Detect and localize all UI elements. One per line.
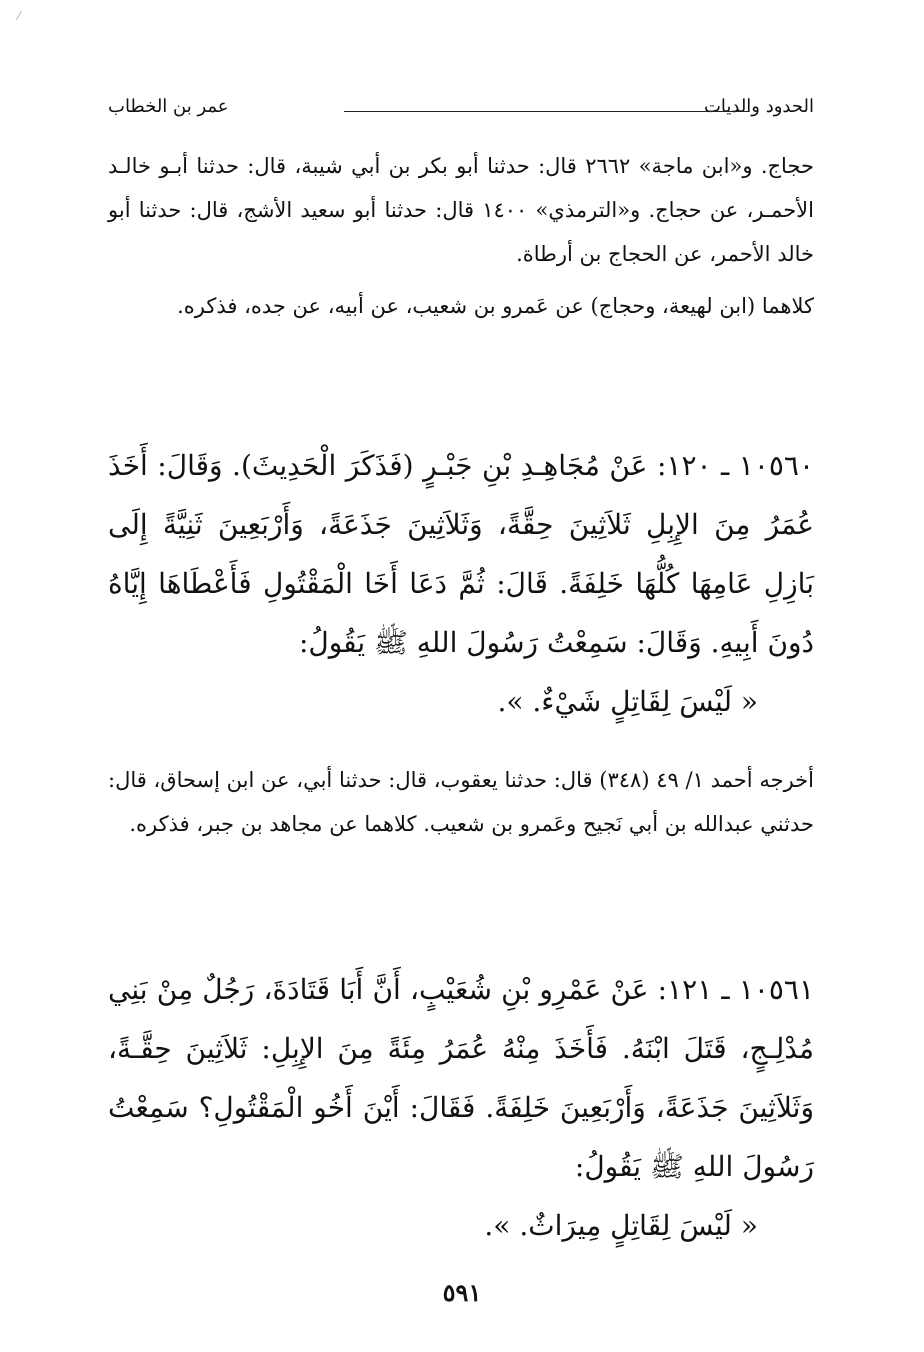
takhrij-continuation: حجاج. و«ابن ماجة» ٢٦٦٢ قال: حدثنا أبو بكر بن أبي شيبة، قال: حدثنا أبـو خالـد الأحمـر، عن حجاج. و«الترمذي» ١٤٠٠ قال: حدثنا أبو سعيد الأشج، قال: حدثنا أبو خالد الأحمر، عن الحجاج بن أرطاة. xyxy=(108,154,814,266)
hadith-10560-quote: « لَيْسَ لِقَاتِلٍ شَيْءٌ. ». xyxy=(497,685,758,718)
header-section-title: الحدود والديات xyxy=(703,96,814,117)
takhrij-10560: أخرجه أحمد ١/ ٤٩ (٣٤٨) قال: حدثنا يعقوب، قال: حدثنا أبي، عن ابن إسحاق، قال: حدثني عبدالله بن أبي نَجيح وعَمرو بن شعيب. كلاهما عن مجاهد بن جبر، فذكره. xyxy=(108,768,814,836)
header-rule xyxy=(344,111,748,112)
takhrij-summary: كلاهما (ابن لهيعة، وحجاج) عن عَمرو بن شعيب، عن أبيه، عن جده، فذكره. xyxy=(177,294,814,318)
hadith-10561-quote: « لَيْسَ لِقَاتِلٍ مِيرَاثٌ. ». xyxy=(484,1209,758,1242)
scan-speck xyxy=(16,11,27,23)
running-header xyxy=(108,96,814,126)
hadith-10561: ١٠٥٦١ ـ ١٢١: عَنْ عَمْرِو بْنِ شُعَيْبٍ، أَنَّ أَبَا قَتَادَةَ، رَجُلٌ مِنْ بَنِي مُدْلِـجٍ، قَتَلَ ابْنَهُ. فَأَخَذَ مِنْهُ عُمَرُ مِئَةً مِنَ الإِبِلِ: ثَلاَثِينَ حِقَّـةً، وَثَلاَثِينَ جَذَعَةً، وَأَرْبَعِينَ خَلِفَةً. فَقَالَ: أَيْنَ أَخُو الْمَقْتُولِ؟ سَمِعْتُ رَسُولَ اللهِ ﷺ يَقُولُ: xyxy=(108,973,815,1183)
hadith-10560: ١٠٥٦٠ ـ ١٢٠: عَنْ مُجَاهِـدِ بْنِ جَبْـرٍ (فَذَكَرَ الْحَدِيثَ). وَقَالَ: أَخَذَ عُمَرُ مِنَ الإِبِلِ ثَلاَثِينَ حِقَّةً، وَثَلاَثِينَ جَذَعَةً، وَأَرْبَعِينَ ثَنِيَّةً إِلَى بَازِلِ عَامِهَا كُلُّهَا خَلِفَةً. قَالَ: ثُمَّ دَعَا أَخَا الْمَقْتُولِ فَأَعْطَاهَا إِيَّاهُ دُونَ أَبِيهِ. وَقَالَ: سَمِعْتُ رَسُولَ اللهِ ﷺ يَقُولُ: xyxy=(108,449,814,659)
page-number: ٥٩١ xyxy=(442,1278,482,1307)
header-narrator: عمر بن الخطاب xyxy=(108,96,229,117)
